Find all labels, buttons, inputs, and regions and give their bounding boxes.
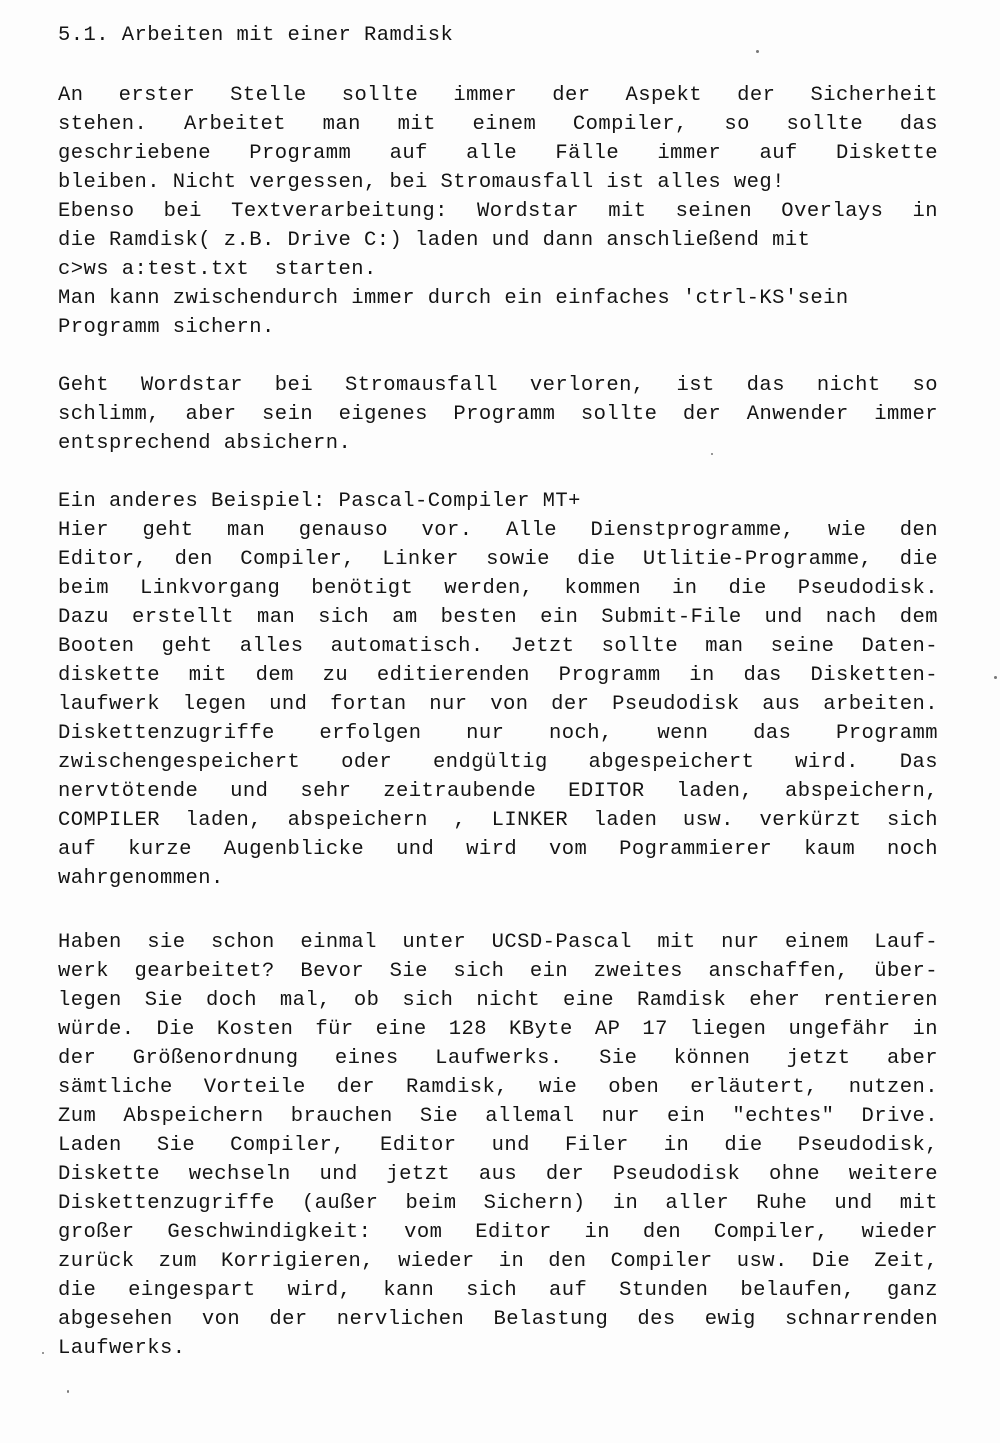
scan-speck (756, 50, 759, 53)
scan-speck (994, 676, 997, 679)
paragraph-safety (58, 81, 938, 342)
text-line: Ebenso bei Textverarbeitung: Wordstar mit seinen Overlays in (58, 200, 938, 223)
section-heading (58, 21, 938, 50)
text-line: würde. Die Kosten für eine 128 KByte AP 17 liegen ungefähr in (58, 1018, 938, 1041)
scan-speck (42, 1352, 44, 1354)
text-line: COMPILER laden, abspeichern , LINKER laden usw. verkürzt sich (58, 809, 938, 832)
text-line: abgesehen von der nervlichen Belastung des ewig schnarrenden (58, 1308, 938, 1331)
text-line: Programm sichern. (58, 316, 275, 339)
text-line: schlimm, aber sein eigenes Programm sollte der Anwender immer (58, 403, 938, 426)
text-line: werk gearbeitet? Bevor Sie sich ein zweites anschaffen, über- (58, 960, 938, 983)
text-line: Man kann zwischendurch immer durch ein einfaches 'ctrl-KS'sein (58, 287, 849, 310)
text-line: Diskettenzugriffe erfolgen nur noch, wenn das Programm (58, 722, 938, 745)
text-line: legen Sie doch mal, ob sich nicht eine Ramdisk eher rentieren (58, 989, 938, 1012)
text-line: Laufwerks. (58, 1337, 186, 1360)
text-line: zwischengespeichert oder endgültig abgespeichert wird. Das (58, 751, 938, 774)
text-line: Laden Sie Compiler, Editor und Filer in die Pseudodisk, (58, 1134, 938, 1157)
text-line: zurück zum Korrigieren, wieder in den Compiler usw. Die Zeit, (58, 1250, 938, 1273)
text-line: laufwerk legen und fortan nur von der Pseudodisk aus arbeiten. (58, 693, 938, 716)
text-line: geschriebene Programm auf alle Fälle immer auf Diskette (58, 142, 938, 165)
text-line: Diskette wechseln und jetzt aus der Pseudodisk ohne weitere (58, 1163, 938, 1186)
text-line: Hier geht man genauso vor. Alle Dienstprogramme, wie den (58, 519, 938, 542)
text-line: Geht Wordstar bei Stromausfall verloren, ist das nicht so (58, 374, 938, 397)
text-line: nervtötende und sehr zeitraubende EDITOR laden, abspeichern, (58, 780, 938, 803)
text-line: Ein anderes Beispiel: Pascal-Compiler MT+ (58, 490, 581, 513)
text-line: Editor, den Compiler, Linker sowie die Utlitie-Programme, die (58, 548, 938, 571)
text-line: entsprechend absichern. (58, 432, 352, 455)
text-line: Booten geht alles automatisch. Jetzt sollte man seine Daten- (58, 635, 938, 658)
paragraph-ucsd-pascal (58, 928, 938, 1363)
text-line: c>ws a:test.txt starten. (58, 258, 377, 281)
text-line: An erster Stelle sollte immer der Aspekt der Sicherheit (58, 84, 938, 107)
text-line: die Ramdisk( z.B. Drive C:) laden und dann anschließend mit (58, 229, 811, 252)
text-line: diskette mit dem zu editierenden Programm in das Disketten- (58, 664, 938, 687)
text-line: stehen. Arbeitet man mit einem Compiler, so sollte das (58, 113, 938, 136)
text-line: Haben sie schon einmal unter UCSD-Pascal mit nur einem Lauf- (58, 931, 938, 954)
text-line: wahrgenommen. (58, 867, 224, 890)
text-line: sämtliche Vorteile der Ramdisk, wie oben erläutert, nutzen. (58, 1076, 938, 1099)
text-line: großer Geschwindigkeit: vom Editor in den Compiler, wieder (58, 1221, 938, 1244)
text-line: die eingespart wird, kann sich auf Stunden belaufen, ganz (58, 1279, 938, 1302)
text-line: bleiben. Nicht vergessen, bei Stromausfall ist alles weg! (58, 171, 785, 194)
paragraph-pascal-mt (58, 487, 938, 893)
scan-speck (67, 1390, 69, 1393)
scan-speck (711, 453, 713, 455)
text-line: Diskettenzugriffe (außer beim Sichern) in aller Ruhe und mit (58, 1192, 938, 1215)
text-line: Zum Abspeichern brauchen Sie allemal nur ein "echtes" Drive. (58, 1105, 938, 1128)
text-line: beim Linkvorgang benötigt werden, kommen in die Pseudodisk. (58, 577, 938, 600)
text-line: Dazu erstellt man sich am besten ein Submit-File und nach dem (58, 606, 938, 629)
text-line: der Größenordnung eines Laufwerks. Sie können jetzt aber (58, 1047, 938, 1070)
text-line: auf kurze Augenblicke und wird vom Pogrammierer kaum noch (58, 838, 938, 861)
heading-text: 5.1. Arbeiten mit einer Ramdisk (58, 24, 454, 47)
paragraph-wordstar (58, 371, 938, 458)
